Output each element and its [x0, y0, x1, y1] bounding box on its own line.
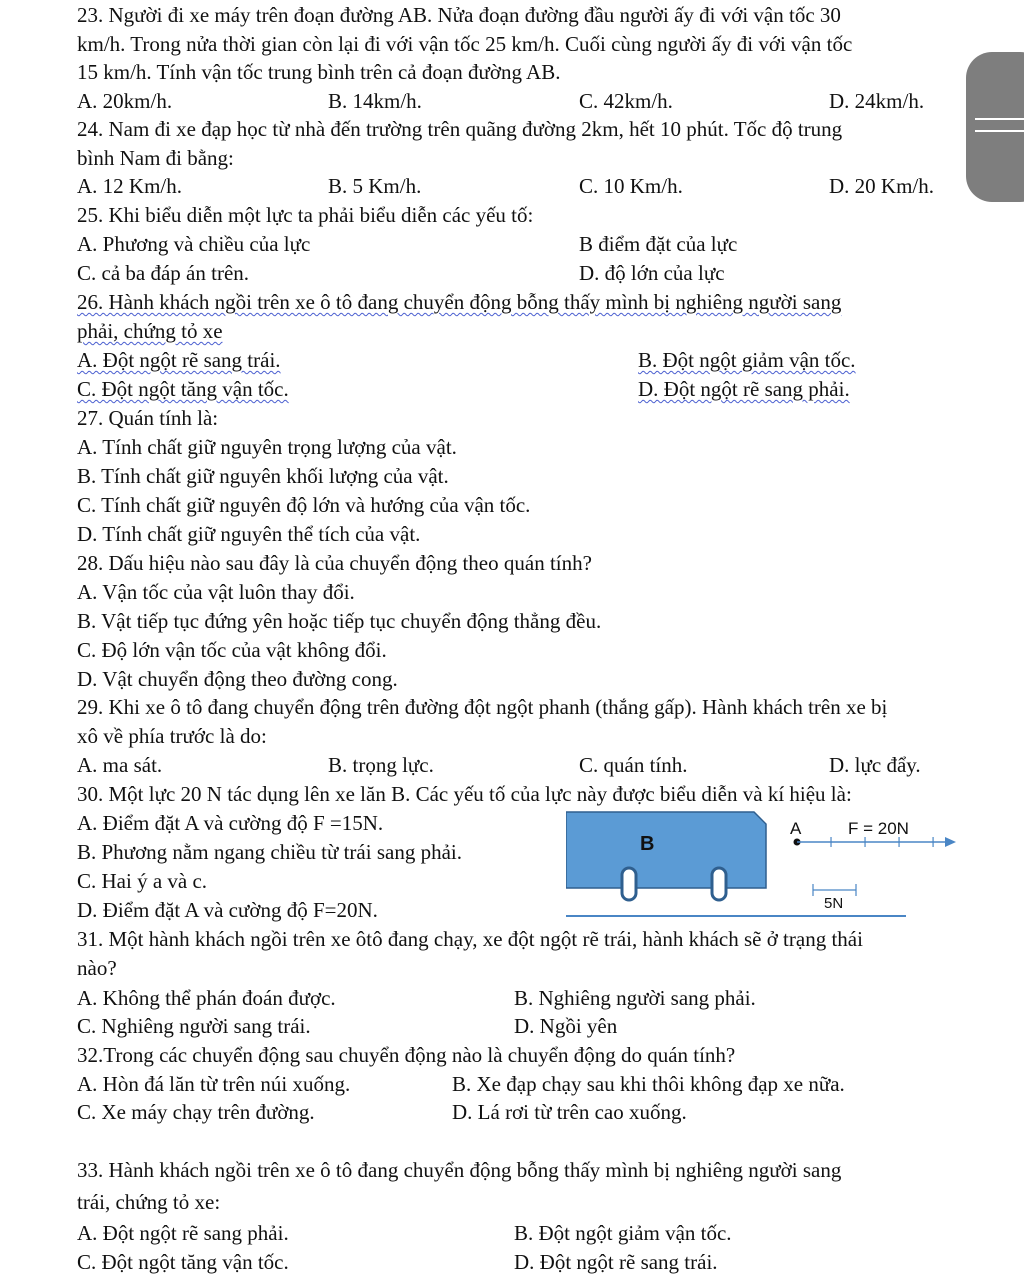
- q25-option-d: D. độ lớn của lực: [579, 261, 725, 285]
- q30-option-b: B. Phương nằm ngang chiều từ trái sang phải.: [77, 840, 462, 864]
- q32-option-c: C. Xe máy chạy trên đường.: [77, 1100, 315, 1124]
- q33-option-d: D. Đột ngột rẽ sang trái.: [514, 1250, 718, 1274]
- q29-option-b: B. trọng lực.: [328, 753, 434, 777]
- q23-line1: 23. Người đi xe máy trên đoạn đường AB. Nửa đoạn đường đầu người ấy đi với vận tốc 30: [77, 3, 841, 27]
- cart-wheel-left: [622, 868, 636, 900]
- q26-option-d: D. Đột ngột rẽ sang phải.: [638, 377, 850, 401]
- q28-option-c: C. Độ lớn vận tốc của vật không đổi.: [77, 638, 387, 662]
- q29-option-a: A. ma sát.: [77, 753, 163, 777]
- q25-option-a: A. Phương và chiều của lực: [77, 232, 311, 256]
- q33-option-a: A. Đột ngột rẽ sang phải.: [77, 1221, 289, 1245]
- q23-option-a: A. 20km/h.: [77, 89, 173, 113]
- q31-option-d: D. Ngồi yên: [514, 1014, 618, 1038]
- q29-option-c: C. quán tính.: [579, 753, 688, 777]
- q25-line1: 25. Khi biểu diễn một lực ta phải biểu diễn các yếu tố:: [77, 203, 534, 227]
- q30-line1: 30. Một lực 20 N tác dụng lên xe lăn B. Các yếu tố của lực này được biểu diễn và kí hiệu là:: [77, 782, 852, 806]
- q29-option-d: D. lực đẩy.: [829, 753, 921, 777]
- q26-line1: 26. Hành khách ngồi trên xe ô tô đang chuyển động bỗng thấy mình bị nghiêng người sang: [77, 290, 842, 314]
- q33-option-c: C. Đột ngột tăng vận tốc.: [77, 1250, 289, 1274]
- q26-option-c: C. Đột ngột tăng vận tốc.: [77, 377, 289, 401]
- q24-option-c: C. 10 Km/h.: [579, 174, 683, 198]
- cart-wheel-right: [712, 868, 726, 900]
- q23-option-d: D. 24km/h.: [829, 89, 925, 113]
- q27-line1: 27. Quán tính là:: [77, 406, 219, 430]
- q23-option-b: B. 14km/h.: [328, 89, 422, 113]
- q23-option-c: C. 42km/h.: [579, 89, 673, 113]
- q27-option-a: A. Tính chất giữ nguyên trọng lượng của vật.: [77, 435, 457, 459]
- cart-label: B: [640, 833, 655, 855]
- scale-label: 5N: [824, 895, 844, 912]
- scroll-grip-icon[interactable]: [975, 118, 1024, 132]
- q29-line1: 29. Khi xe ô tô đang chuyển động trên đường đột ngột phanh (thắng gấp). Hành khách trên xe bị: [77, 695, 888, 719]
- q30-option-a: A. Điểm đặt A và cường độ F =15N.: [77, 811, 384, 835]
- q33-line1: 33. Hành khách ngồi trên xe ô tô đang chuyển động bỗng thấy mình bị nghiêng người sang: [77, 1158, 842, 1182]
- cart-body: [566, 812, 766, 888]
- q27-option-c: C. Tính chất giữ nguyên độ lớn và hướng của vận tốc.: [77, 493, 531, 517]
- q27-option-d: D. Tính chất giữ nguyên thể tích của vật.: [77, 522, 421, 546]
- q30-option-c: C. Hai ý a và c.: [77, 869, 208, 893]
- q29-line2: xô về phía trước là do:: [77, 724, 267, 748]
- q32-line1: 32.Trong các chuyển động sau chuyển động nào là chuyển động do quán tính?: [77, 1043, 736, 1067]
- q31-option-b: B. Nghiêng người sang phải.: [514, 986, 756, 1010]
- force-diagram: [566, 808, 966, 920]
- q25-option-c: C. cả ba đáp án trên.: [77, 261, 250, 285]
- q24-line1: 24. Nam đi xe đạp học từ nhà đến trường trên quãng đường 2km, hết 10 phút. Tốc độ trung: [77, 117, 843, 141]
- force-arrow-head: [945, 837, 956, 847]
- q31-line2: nào?: [77, 956, 117, 980]
- q26-option-b: B. Đột ngột giảm vận tốc.: [638, 348, 856, 372]
- point-a-label: A: [790, 819, 802, 838]
- q33-option-b: B. Đột ngột giảm vận tốc.: [514, 1221, 732, 1245]
- q28-option-a: A. Vận tốc của vật luôn thay đổi.: [77, 580, 355, 604]
- q25-option-b: B điểm đặt của lực: [579, 232, 738, 256]
- q24-option-a: A. 12 Km/h.: [77, 174, 182, 198]
- q33-line2: trái, chứng tỏ xe:: [77, 1190, 221, 1214]
- q23-line2: km/h. Trong nửa thời gian còn lại đi với vận tốc 25 km/h. Cuối cùng người ấy đi với vận tốc: [77, 32, 853, 56]
- q26-option-a: A. Đột ngột rẽ sang trái.: [77, 348, 281, 372]
- q31-option-a: A. Không thể phán đoán được.: [77, 986, 336, 1010]
- q24-line2: bình Nam đi bằng:: [77, 146, 234, 170]
- q31-line1: 31. Một hành khách ngồi trên xe ôtô đang chạy, xe đột ngột rẽ trái, hành khách sẽ ở trạng thái: [77, 927, 863, 951]
- q32-option-a: A. Hòn đá lăn từ trên núi xuống.: [77, 1072, 351, 1096]
- force-label: F = 20N: [848, 819, 909, 838]
- q23-line3: 15 km/h. Tính vận tốc trung bình trên cả đoạn đường AB.: [77, 60, 561, 84]
- q26-line2: phải, chứng tỏ xe: [77, 319, 223, 343]
- q27-option-b: B. Tính chất giữ nguyên khối lượng của vật.: [77, 464, 449, 488]
- q24-option-d: D. 20 Km/h.: [829, 174, 934, 198]
- q28-line1: 28. Dấu hiệu nào sau đây là của chuyển động theo quán tính?: [77, 551, 592, 575]
- q28-option-d: D. Vật chuyển động theo đường cong.: [77, 667, 398, 691]
- q31-option-c: C. Nghiêng người sang trái.: [77, 1014, 311, 1038]
- q32-option-d: D. Lá rơi từ trên cao xuống.: [452, 1100, 687, 1124]
- q32-option-b: B. Xe đạp chạy sau khi thôi không đạp xe nữa.: [452, 1072, 845, 1096]
- q24-option-b: B. 5 Km/h.: [328, 174, 422, 198]
- q30-option-d: D. Điểm đặt A và cường độ F=20N.: [77, 898, 378, 922]
- q28-option-b: B. Vật tiếp tục đứng yên hoặc tiếp tục chuyển động thẳng đều.: [77, 609, 602, 633]
